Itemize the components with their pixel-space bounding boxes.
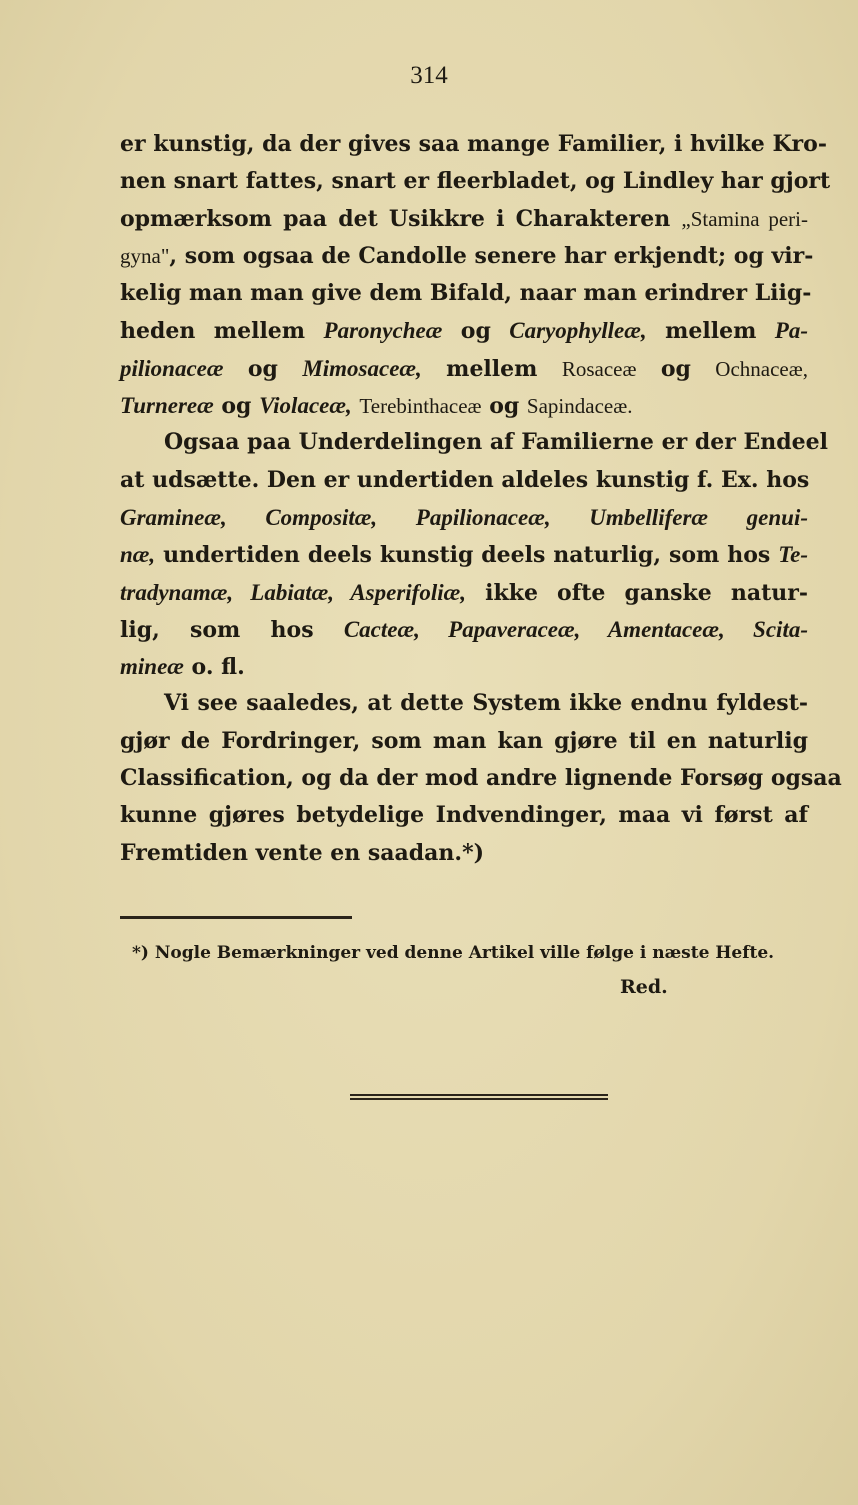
- text-segment: Ochnaceæ,: [715, 356, 808, 381]
- italic-text: Paronycheæ: [323, 318, 443, 344]
- text-segment: kelig man man give dem Bifald, naar man erindrer Liig-: [120, 280, 812, 307]
- text-line: [120, 163, 831, 200]
- text-line: [120, 275, 812, 312]
- italic-text: pilionaceæ: [120, 355, 224, 381]
- italic-text: Violaceæ,: [259, 393, 352, 419]
- text-segment: at udsætte. Den er undertiden aldeles kunstig f. Ex. hos: [120, 466, 810, 493]
- italic-text: Caryophylleæ,: [509, 318, 647, 344]
- text-line: [120, 499, 808, 536]
- text-segment: Rosaceæ: [561, 356, 637, 381]
- text-segment: Sapindaceæ.: [526, 394, 633, 419]
- body-text: [120, 126, 842, 872]
- text-line: [120, 797, 808, 834]
- italic-text: Mimosaceæ,: [302, 355, 422, 381]
- text-line: [120, 574, 808, 611]
- text-line: [120, 536, 808, 573]
- italic-text: mineæ: [120, 654, 184, 680]
- text-segment: Ogsaa paa Underdelingen af Familierne er der Endeel: [164, 429, 828, 456]
- italic-text: Gramineæ, Compositæ, Papilionaceæ, Umbelliferæ genui-: [120, 504, 808, 530]
- italic-text: Turnereæ: [120, 393, 214, 419]
- text-segment: „Stamina peri-: [681, 206, 808, 231]
- italic-text: tradynamæ, Labiatæ, Asperifoliæ,: [120, 579, 466, 605]
- text-line: [120, 685, 808, 722]
- text-line: [120, 201, 808, 238]
- footnote-separator: [120, 916, 352, 919]
- text-segment: og: [442, 318, 510, 345]
- text-segment: , som ogsaa de Candolle senere har erkjendt; og vir-: [169, 242, 814, 269]
- text-segment: opmærksom paa det Usikkre i Charakteren: [120, 205, 682, 232]
- text-line: [120, 462, 808, 499]
- text-segment: o. fl.: [183, 654, 245, 681]
- text-line: [120, 835, 808, 872]
- italic-text: Te-: [778, 542, 808, 568]
- text-line: [120, 648, 808, 685]
- text-line: [120, 760, 842, 797]
- text-segment: kunne gjøres betydelige Indvendinger, maa vi først af: [120, 802, 808, 829]
- text-segment: er kunstig, da der gives saa mange Familier, i hvilke Kro-: [120, 131, 827, 157]
- italic-text: Pa-: [774, 318, 809, 344]
- text-line: [120, 387, 808, 424]
- page-number: 314: [410, 62, 448, 89]
- text-segment: gyna": [120, 243, 170, 268]
- italic-text: Cacteæ, Papaveraceæ, Amentaceæ, Scita-: [343, 616, 808, 642]
- text-line: [120, 238, 814, 275]
- text-segment: Classification, og da der mod andre lignende Forsøg ogsaa: [120, 765, 842, 792]
- text-line: [120, 611, 808, 648]
- text-segment: og: [213, 393, 260, 420]
- text-segment: nen snart fattes, snart er fleerbladet, og Lindley har gjort: [120, 168, 831, 195]
- text-segment: mellem: [646, 318, 775, 345]
- text-segment: Terebinthaceæ: [359, 394, 482, 419]
- text-segment: Fremtiden vente en saadan.*): [120, 839, 484, 866]
- text-segment: mellem: [421, 355, 562, 382]
- text-segment: lig, som hos: [120, 616, 344, 643]
- text-line: [120, 723, 808, 760]
- text-line: [120, 424, 828, 461]
- text-segment: undertiden deels kunstig deels naturlig, som hos: [155, 542, 779, 569]
- text-segment: og: [223, 355, 303, 382]
- text-segment: og: [636, 355, 716, 382]
- text-segment: heden mellem: [120, 318, 324, 345]
- italic-text: næ,: [120, 542, 156, 568]
- end-rule: [350, 1094, 608, 1100]
- text-segment: og: [481, 393, 527, 420]
- footnote-signature: Red.: [620, 976, 668, 998]
- text-segment: Vi see saaledes, at dette System ikke endnu fyldest-: [164, 690, 808, 717]
- text-segment: gjør de Fordringer, som man kan gjøre til en naturlig: [120, 727, 808, 754]
- text-segment: ikke ofte ganske natur-: [465, 579, 808, 606]
- text-line: [120, 312, 808, 349]
- text-line: [120, 350, 808, 387]
- text-line: [120, 126, 827, 163]
- footnote-text: *) Nogle Bemærkninger ved denne Artikel ville følge i næste Hefte.: [132, 943, 775, 963]
